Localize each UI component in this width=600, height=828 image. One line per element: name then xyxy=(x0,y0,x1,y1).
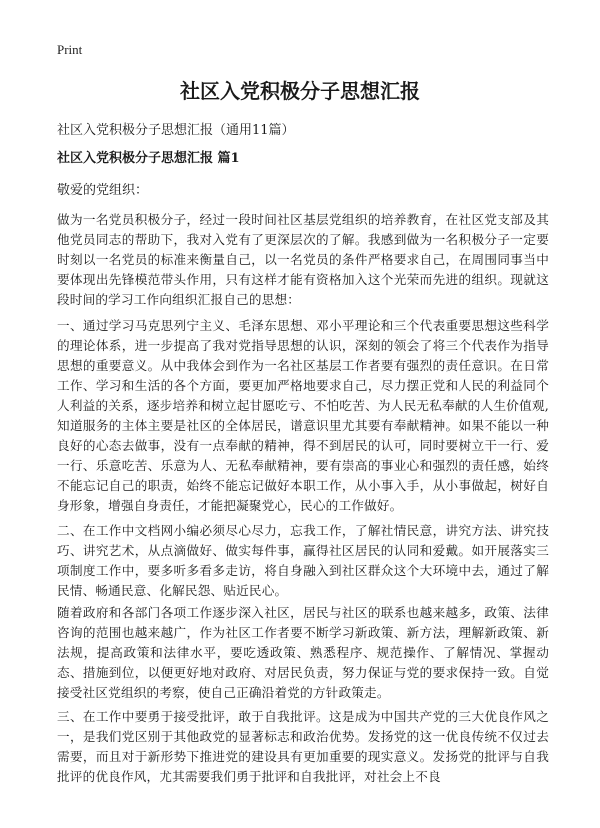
print-link[interactable]: Print xyxy=(57,42,83,57)
salutation: 敬爱的党组织： xyxy=(57,183,149,198)
page-title: 社区入党积极分子思想汇报 xyxy=(180,79,420,103)
body-paragraph-5: 三、在工作中要勇于接受批评，敢于自我批评。这是成为中国共产党的三大优良作风之一，是我们党区别于其他政党的显著标志和政治优势。发扬党的这一优良传统不仅过去需要，而且对于新形势下推进党的建设具有更加重要的现实意义。发扬党的批评与自我批评的优良作风，尤其需要我们勇于批评和自我批评，对社会上不良 xyxy=(57,709,549,784)
body-paragraph-2: 一、通过学习马克思列宁主义、毛泽东思想、邓小平理论和三个代表重要思想这些科学的理论体系，进一步提高了我对党指导思想的认识，深刻的领会了将三个代表作为指导思想的重要意义。从中我体会到作为一名社区基层工作者要有强烈的责任意识。在日常工作、学习和生活的各个方面，要更加严格地要求自己，尽力摆正党和人民的利益同个人利益的关系，逐步培养和树立起甘愿吃亏、不怕吃苦、为人民无私奉献的人生价值观,知道服务的主体主要是社区的全体居民，谱意识里尤其要有奉献精神。如果不能以一种良好的心态去做事，没有一点奉献的精神，得不到居民的认可，同时要树立干一行、爱一行、乐意吃苦、乐意为人、无私奉献精神，要有崇高的事业心和强烈的责任感，始终不能忘记自己的职责，始终不能忘记做好本职工作，从小事入手，从小事做起，树好自身形象，增强自身责任，才能把凝聚党心，民心的工作做好。 xyxy=(57,318,549,513)
body-paragraph-4: 随着政府和各部门各项工作逐步深入社区，居民与社区的联系也越来越多，政策、法律咨询的范围也越来越广，作为社区工作者要不断学习新政策、新方法，理解新政策、新法规，提高政策和法律水平，要吃透政策、熟悉程序、规范操作、了解情况、掌握动态、措施到位，以便更好地对政府、对居民负责，努力保证与党的要求保持一致。自觉接受社区党组织的考察，使自己正确沿着党的方针政策走。 xyxy=(57,605,549,700)
body-paragraph-1: 做为一名党员积极分子，经过一段时间社区基层党组织的培养教育，在社区党支部及其他党员同志的帮助下，我对入党有了更深层次的了解。我感到做为一名积极分子一定要时刻以一名党员的标准来衡量自己，以一名党员的条件严格要求自己，在周围同事当中要体现出先锋模范带头作用，只有这样才能有资格加入这个光荣而先进的组织。现就这段时间的学习工作向组织汇报自己的思想： xyxy=(57,212,549,307)
document-subtitle: 社区入党积极分子思想汇报（通用11篇） xyxy=(57,123,295,138)
section-heading: 社区入党积极分子思想汇报 篇1 xyxy=(57,151,240,166)
body-paragraph-3: 二、在工作中文档网小编必须尽心尽力，忘我工作，了解社情民意，讲究方法、讲究技巧、讲究艺术，从点滴做好、做实每件事，赢得社区居民的认同和爱戴。如开展落实三项制度工作中，要多听多看多走访，将自身融入到社区群众这个大环境中去，通过了解民情、畅通民意、化解民怨、贴近民心。 xyxy=(57,523,549,598)
